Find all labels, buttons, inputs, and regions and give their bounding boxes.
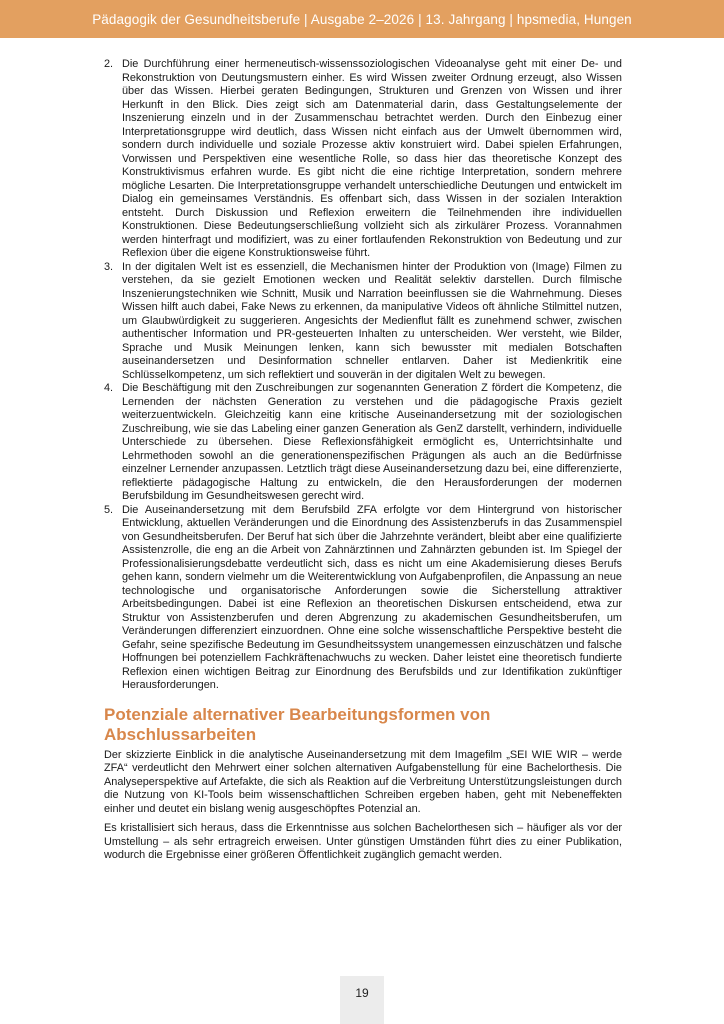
list-item-number: 5.	[104, 503, 114, 516]
list-item-text: Die Auseinandersetzung mit dem Berufsbild ZFA erfolgte vor dem Hintergrund von historischer Entwicklung, aktuellen Veränderungen und die Einordnung des Assistenzberufs in das Zusammenspiel von Gesundheitsberufen. Der Beruf hat sich über die Jahrzehnte verändert, bleibt aber eine qualifizierte Assistenzrolle, die eng an die Arbeit von Zahnärztinnen und Zahnärzten gebunden ist. Im Spiegel der Professionalisierungsdebatte verdeutlicht sich, dass es nicht um eine Akademisierung dieses Berufs gehen kann, sondern vielmehr um die Weiterentwicklung von Aufgabenprofilen, die Anpassung an neue technologische und organisatorische Anforderungen sowie die Sicherstellung attraktiver Arbeitsbedingungen. Dabei ist eine Reflexion an theoretischen Diskursen entscheidend, etwa zur Struktur von Assistenzberufen und deren Abgrenzung zu akademischen Gesundheitsberufen, um Veränderungen differenziert einzuordnen. Ohne eine solche wissenschaftliche Perspektive besteht die Gefahr, seine spezifische Bedeutung im Gesundheitssystem unangemessen einzuschätzen und falsche Hoffnungen bei potenziellem Fachkräftenachwuchs zu wecken. Daher leistet eine theoretisch fundierte Reflexion einen wichtigen Beitrag zur Einordnung des Berufsbilds und zur Identifikation zukünftiger Herausforderungen.	[122, 503, 622, 691]
journal-header	[0, 0, 724, 38]
list-item	[104, 58, 622, 261]
journal-header-text: Pädagogik der Gesundheitsberufe | Ausgabe 2–2026 | 13. Jahrgang | hpsmedia, Hungen	[92, 11, 632, 27]
article-body	[104, 58, 622, 869]
body-paragraph: Der skizzierte Einblick in die analytische Auseinandersetzung mit dem Imagefilm „SEI WIE WIR – werde ZFA“ verdeutlicht den Mehrwert einer solchen alternativen Aufgabenstellung für eine Bachelorthesis. Die Analyseperspektive auf Artefakte, die sich als Reaktion auf die Verbreitung Unterstützungsleistungen durch die Nutzung von KI-Tools beim wissenschaftlichen Schreiben ergeben haben, geht mit Nebeneffekten einher und deutet ein bislang wenig ausgeschöpftes Potenzial an.	[104, 748, 622, 815]
section-heading: Potenziale alternativer Bearbeitungsformen von Abschlussarbeiten	[104, 704, 491, 744]
list-item	[104, 504, 622, 693]
page-number-box	[340, 976, 384, 1024]
list-item	[104, 382, 622, 504]
list-item	[104, 261, 622, 383]
list-item-number: 2.	[104, 58, 114, 70]
page-number: 19	[355, 986, 369, 1000]
list-item-text: Die Beschäftigung mit den Zuschreibungen zur sogenannten Generation Z fördert die Kompetenz, die Lernenden der nächsten Generation zu verstehen und die pädagogische Praxis gezielt weiterzuentwickeln. Gleichzeitig kann eine kritische Auseinandersetzung mit der soziologischen Zuschreibung, wie sie das Labeling einer ganzen Generation als GenZ darstellt, verhindern, individuelle Unterschiede zu übersehen. Diese Reflexionsfähigkeit ermöglicht es, Unterrichtsinhalte und Lehrmethoden sowohl an die generationenspezifischen Prägungen als auch an die Bedürfnisse einzelner Lernender anzupassen. Letztlich trägt diese Auseinandersetzung dazu bei, eine differenzierte, reflektierte pädagogische Haltung zu entwickeln, die den Herausforderungen der modernen Berufsbildung im Gesundheitswesen gerecht wird.	[122, 382, 622, 502]
body-paragraph: Es kristallisiert sich heraus, dass die Erkenntnisse aus solchen Bachelorthesen sich – häufiger als vor der Umstellung – als sehr ertragreich erweisen. Unter günstigen Umständen führt dies zu einer Publikation, wodurch die Ergebnisse einer größeren Öffentlichkeit zugänglich gemacht werden.	[104, 822, 622, 861]
numbered-list	[104, 58, 622, 693]
list-item-text: In der digitalen Welt ist es essenziell, die Mechanismen hinter der Produktion von (Image) Filmen zu verstehen, da sie gezielt Emotionen wecken und Realität selektiv darstellen. Durch filmische Inszenierungstechniken wie Schnitt, Musik und Narration beeinflussen sie die Wahrnehmung. Dieses Wissen hilft auch dabei, Fake News zu erkennen, da manipulative Videos oft ähnliche Stilmittel nutzen, um Glaubwürdigkeit zu suggerieren. Angesichts der Medienflut fällt es zunehmend schwer, zwischen authentischer Information und PR-gesteuerten Inhalten zu unterscheiden. Wer versteht, wie Bilder, Sprache und Musik Meinungen lenken, kann sich bewusster mit medialen Botschaften auseinandersetzen und Desinformation schneller entlarven. Daher ist Medienkritik eine Schlüsselkompetenz, um sich reflektiert und souverän in der digitalen Welt zu bewegen.	[122, 260, 622, 381]
list-item-number: 3.	[104, 260, 114, 273]
list-item-text: Die Durchführung einer hermeneutisch-wissenssoziologischen Videoanalyse geht mit einer De- und Rekonstruktion von Deutungsmustern einher. Es wird Wissen zweiter Ordnung erzeugt, also Wissen über das Wissen. Hierbei geraten Bedingungen, Strukturen und Grenzen von Wissen und ihrer Herkunft in den Blick. Dies zeigt sich am Datenmaterial darin, dass Gestaltungselemente der Inszenierung einzeln und in der Zusammenschau betrachtet werden. Durch den Einbezug einer Interpretationsgruppe wird deutlich, dass Wissen nicht einfach aus der Umwelt übernommen wird, sondern durch individuelle und soziale Prozesse aktiv konstruiert wird. Dabei spielen Erfahrungen, Vorwissen und Perspektiven eine wesentliche Rolle, so dass hier das theoretische Konzept des Konstruktivismus erfahren wurde. Es gibt nicht die eine richtige Interpretation, sondern mehrere mögliche Lesarten. Die Interpretationsgruppe verhandelt unterschiedliche Deutungen und entwickelt im Dialog ein gemeinsames Verständnis. Es offenbart sich, dass Wissen in der sozialen Interaktion entsteht. Durch Diskussion und Reflexion erweitern die Teilnehmenden ihre individuellen Konstruktionen. Diese Bedeutungserschließung vollzieht sich als zirkulärer Prozess. Vorannahmen werden hinterfragt und modifiziert, was zu einer fortlaufenden Rekonstruktion von Bedeutung und zur Reflexion über die eigene Konstruktionsweise führt.	[122, 58, 622, 259]
list-item-number: 4.	[104, 382, 114, 394]
